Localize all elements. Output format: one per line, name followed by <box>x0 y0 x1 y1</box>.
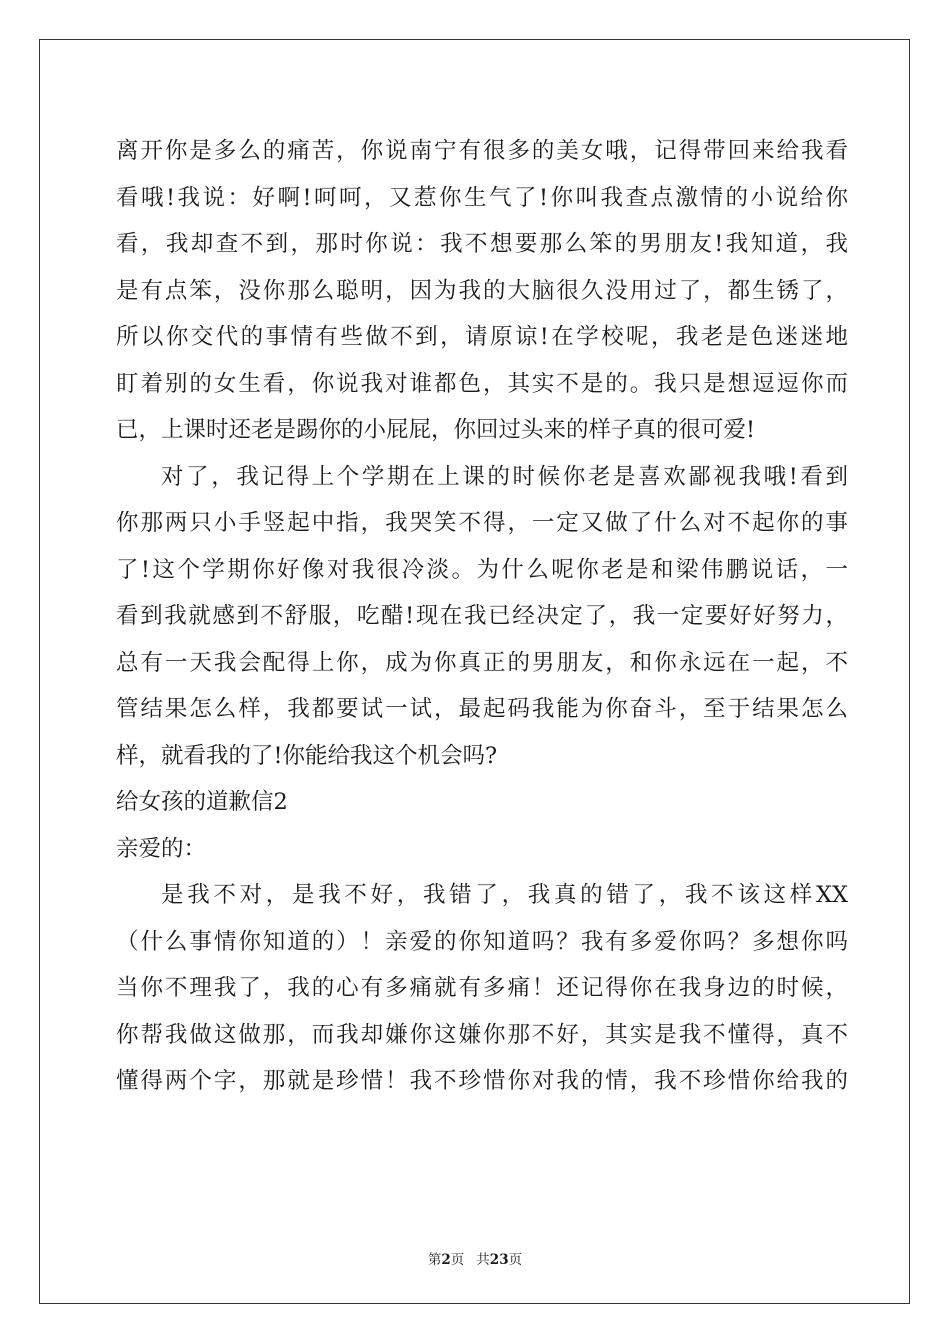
text-line: 是我不对，是我不好，我错了，我真的错了，我不该这样XX <box>161 882 848 908</box>
text-line: 管结果怎么样，我都要试一试，最起码我能为你奋斗，至于结果怎么 <box>116 696 848 722</box>
text-line: 了!这个学期你好像对我很冷淡。为什么呢你老是和梁伟鹏说话，一 <box>116 556 848 583</box>
total-pages: 23 <box>489 1252 509 1268</box>
text-line: 对了，我记得上个学期在上课的时候你老是喜欢鄙视我哦!看到 <box>161 463 848 490</box>
text-line: 离开你是多么的痛苦，你说南宁有很多的美女哦，记得带回来给我看 <box>116 138 848 164</box>
text-line: 看，我却查不到，那时你说：我不想要那么笨的男朋友!我知道，我 <box>116 231 848 257</box>
document-body <box>116 128 848 1105</box>
text-line: 你那两只小手竖起中指，我哭笑不得，一定又做了什么对不起你的事 <box>116 510 848 536</box>
total-prefix: 共 <box>476 1252 490 1268</box>
page-prefix: 第 <box>427 1252 442 1268</box>
text-line: （什么事情你知道的）！亲爱的你知道吗？我有多爱你吗？多想你吗 <box>116 928 848 955</box>
text-line: 是有点笨，没你那么聪明，因为我的大脑很久没用过了，都生锈了， <box>116 277 848 304</box>
text-line: 样，就看我的了!你能给我这个机会吗? <box>116 742 498 769</box>
page-suffix: 页 <box>450 1252 465 1268</box>
text-line: 所以你交代的事情有些做不到，请原谅!在学校呢，我老是色迷迷地 <box>116 324 848 350</box>
text-line: 总有一天我会配得上你，成为你真正的男朋友，和你永远在一起，不 <box>116 649 848 676</box>
text-line: 给女孩的道歉信2 <box>116 789 288 815</box>
text-line: 亲爱的： <box>116 835 207 862</box>
text-line: 看哦!我说：好啊!呵呵，又惹你生气了!你叫我查点激情的小说给你 <box>116 184 848 211</box>
text-line: 懂得两个字，那就是珍惜！我不珍惜你对我的情，我不珍惜你给我的 <box>116 1068 848 1094</box>
page-number: 2 <box>441 1252 451 1268</box>
text-line: 已，上课时还老是踢你的小屁屁，你回过头来的样子真的很可爱! <box>116 417 756 443</box>
text-line: 你帮我做这做那，而我却嫌你这嫌你那不好，其实是我不懂得，真不 <box>116 1021 848 1048</box>
text-line: 看到我就感到不舒服，吃醋!现在我已经决定了，我一定要好好努力， <box>116 603 848 629</box>
text-line: 当你不理我了，我的心有多痛就有多痛！还记得你在我身边的时候， <box>116 975 848 1001</box>
total-suffix: 页 <box>508 1252 523 1268</box>
page-footer <box>0 1248 950 1268</box>
text-line: 盯着别的女生看，你说我对谁都色，其实不是的。我只是想逗逗你而 <box>116 370 848 397</box>
